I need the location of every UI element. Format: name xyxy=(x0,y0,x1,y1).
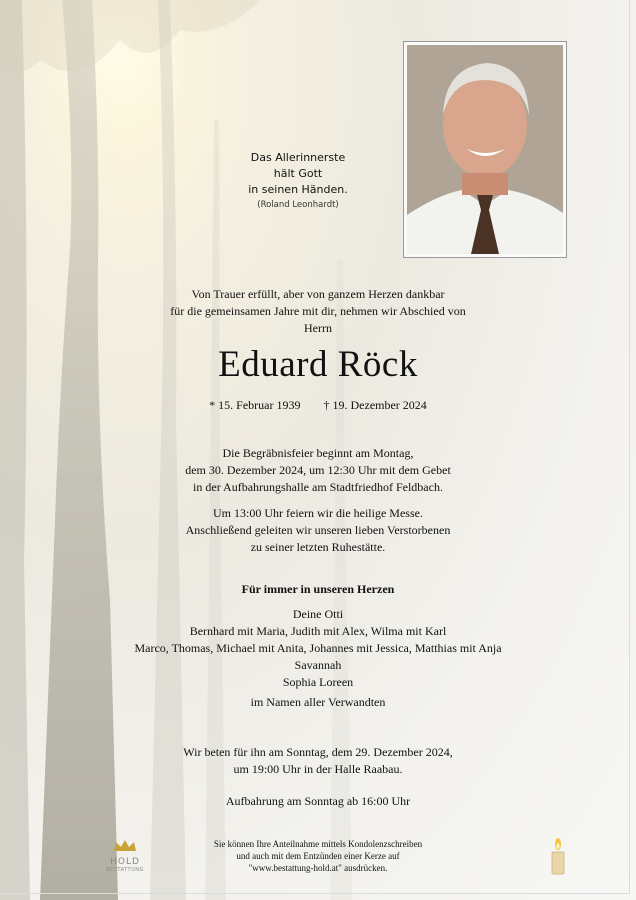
deceased-name: Eduard Röck xyxy=(218,344,418,385)
logo-subtitle: BESTATTUNG xyxy=(106,867,144,873)
quote-line: in seinen Händen. xyxy=(248,183,348,196)
prayer-text xyxy=(0,744,636,778)
ceremony-text xyxy=(0,445,636,496)
portrait-photo xyxy=(407,45,563,254)
mass-line: Anschließend geleiten wir unseren lieben Verstorbenen xyxy=(185,523,451,537)
funeral-home-logo xyxy=(98,838,152,874)
prayer-line: Wir beten für ihn am Sonntag, dem 29. Dezember 2024, xyxy=(183,745,453,759)
portrait-frame xyxy=(403,41,567,258)
birth-date: * 15. Februar 1939 xyxy=(209,398,301,412)
footer-line: "www.bestattung-hold.at" ausdrücken. xyxy=(248,863,388,873)
mass-text xyxy=(0,505,636,556)
intro-text xyxy=(0,286,636,337)
condolence-footer xyxy=(0,838,636,874)
ceremony-line: dem 30. Dezember 2024, um 12:30 Uhr mit dem Gebet xyxy=(185,463,451,477)
mourners-heading: Für immer in unseren Herzen xyxy=(241,582,395,596)
footer-line: Sie können Ihre Anteilnahme mittels Kondolenzschreiben xyxy=(213,839,423,849)
logo-brand: HOLD xyxy=(110,857,140,867)
mass-line: zu seiner letzten Ruhestätte. xyxy=(250,540,386,554)
relatives-note: im Namen aller Verwandten xyxy=(250,695,386,709)
life-dates xyxy=(0,396,636,414)
intro-line: Von Trauer erfüllt, aber von ganzem Herzen dankbar xyxy=(191,287,445,301)
intro-line: für die gemeinsamen Jahre mit dir, nehmen wir Abschied von xyxy=(170,304,466,318)
prayer-line: um 19:00 Uhr in der Halle Raabau. xyxy=(233,762,403,776)
laying-out-text: Aufbahrung am Sonntag ab 16:00 Uhr xyxy=(225,794,411,808)
ceremony-line: Die Begräbnisfeier beginnt am Montag, xyxy=(222,446,414,460)
mourner-line: Savannah xyxy=(294,658,342,672)
mourner-line: Deine Otti xyxy=(292,607,344,621)
candle-icon xyxy=(548,838,568,876)
quote-line: hält Gott xyxy=(273,167,323,180)
quote-author: (Roland Leonhardt) xyxy=(257,200,339,210)
footer-line: und auch mit dem Entzünden einer Kerze auf xyxy=(236,851,400,861)
intro-line: Herrn xyxy=(304,321,332,335)
death-date: † 19. Dezember 2024 xyxy=(323,398,427,412)
quote-line: Das Allerinnerste xyxy=(250,151,346,164)
crown-icon xyxy=(112,839,138,853)
mourner-line: Bernhard mit Maria, Judith mit Alex, Wilma mit Karl xyxy=(189,624,447,638)
mourner-line: Sophia Loreen xyxy=(282,675,354,689)
mourner-line: Marco, Thomas, Michael mit Anita, Johannes mit Jessica, Matthias mit Anja xyxy=(134,641,502,655)
mass-line: Um 13:00 Uhr feiern wir die heilige Messe. xyxy=(213,506,423,520)
quote-block xyxy=(228,150,368,212)
ceremony-line: in der Aufbahrungshalle am Stadtfriedhof Feldbach. xyxy=(193,480,443,494)
mourners-list xyxy=(0,606,636,691)
